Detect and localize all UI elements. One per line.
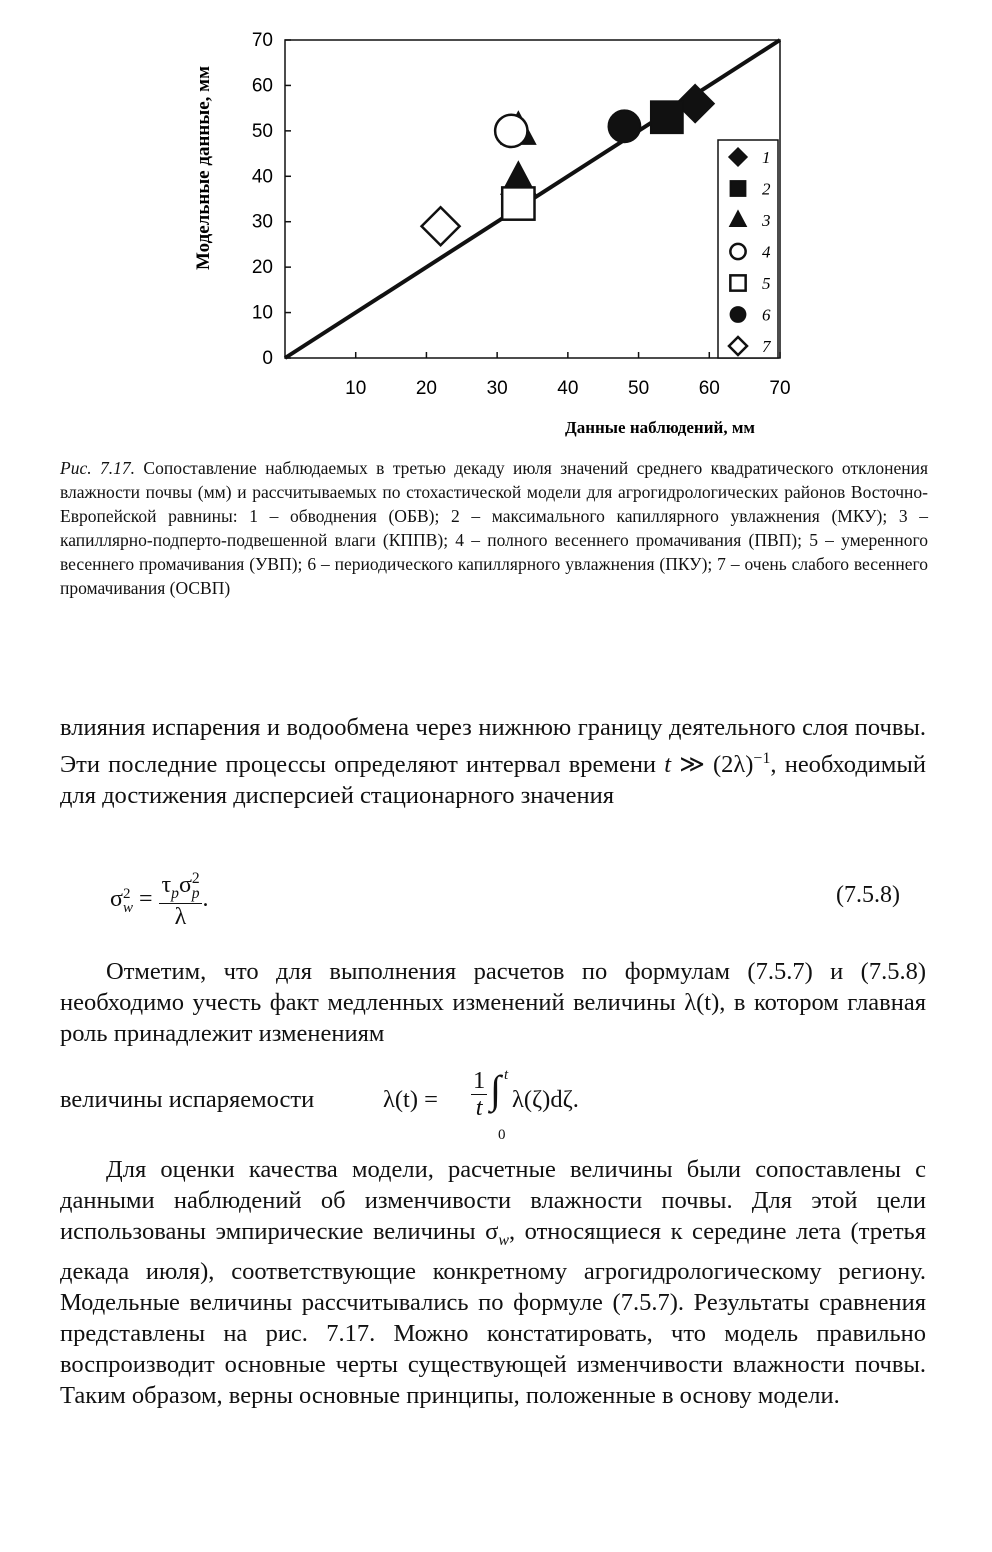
- y-tick-label: 70: [251, 30, 273, 51]
- scatter-chart: [0, 0, 992, 450]
- legend-label-3: 3: [762, 211, 771, 230]
- y-tick-label: 0: [262, 348, 273, 369]
- x-tick-label: 40: [557, 378, 579, 399]
- y-tick-label: 20: [251, 257, 273, 279]
- legend-marker-6: [730, 307, 745, 322]
- y-tick-label: 50: [251, 120, 273, 142]
- x-tick-label: 50: [628, 378, 650, 399]
- x-tick-label: 70: [769, 378, 791, 399]
- paragraph-1: влияния испарения и водообмена через нижнюю границу деятельного слоя почвы. Эти последние процессы определяют интервал времени t ≫ $(2\lambda)^{-1}$, необходимый для достижения дисперсией стационарного значения: [60, 714, 926, 810]
- y-tick-label: 40: [251, 166, 273, 188]
- x-axis-label: Данные наблюдений, мм: [565, 418, 755, 437]
- legend-label-6: 6: [762, 305, 771, 325]
- legend-marker-4: [730, 244, 745, 259]
- x-tick-label: 20: [415, 378, 437, 399]
- figure-label: Рис. 7.17.: [60, 458, 135, 478]
- legend-label-7: 7: [762, 337, 771, 356]
- data-point-series-5: [502, 187, 534, 219]
- legend-marker-5: [730, 275, 745, 290]
- data-point-series-7: [422, 207, 460, 245]
- legend-label-4: 4: [762, 242, 771, 262]
- y-axis-label: Модельные данные, мм: [193, 65, 214, 271]
- y-tick-label: 30: [251, 211, 273, 233]
- paragraph-3: Для оценки качества модели, расчетные величины были сопоставлены с данными наблюдений об изменчивости влажности почвы. Для этой цели использованы эмпирические величины $\sigma_w$, относящиеся к середине лета (третья декада июля), соответствующие конкретному агрогидрологическому региону. Модельные величины рассчитывались по формуле (7.5.7). Результаты сравнения представлены на рис. 7.17. Можно констатировать, что модель правильно воспроизводит основные черты существующей изменчивости влажности почвы. Таким образом, верны основные принципы, положенные в основу модели.: [60, 1156, 926, 1409]
- data-point-series-6: [608, 110, 640, 142]
- legend-marker-2: [730, 181, 745, 196]
- legend-label-2: 2: [762, 179, 771, 199]
- legend-label-5: 5: [762, 274, 771, 293]
- equation-number: (7.5.8): [836, 882, 900, 908]
- x-tick-label: 10: [345, 378, 367, 399]
- figure-caption: [60, 456, 928, 600]
- data-point-series-2: [651, 101, 683, 133]
- caption-text: Сопоставление наблюдаемых в третью декаду июля значений среднего квадратического отклонения влажности почвы (мм) и рассчитываемых по стохастической модели для агрогидрологических районов Восточно-Европейской равнины: 1 – обводнения (ОБВ); 2 – максимального капиллярного увлажнения (МКУ); 3 – капиллярно-подперто-подвешенной влаги (КППВ); 4 – полного весеннего промачивания (ПВП); 5 – умеренного весеннего промачивания (УВП); 6 – периодического капиллярного увлажнения (ПКУ); 7 – очень слабого весеннего промачивания (ОСВП): [60, 458, 928, 598]
- y-tick-label: 10: [251, 302, 273, 324]
- x-tick-label: 60: [698, 378, 720, 399]
- legend-label-1: 1: [762, 148, 771, 167]
- paragraph-2-end: величины испаряемости λ(t) = 1 t ∫ t 0 λ(ζ)dζ.: [60, 1067, 579, 1143]
- data-point-series-4: [495, 115, 527, 147]
- x-tick-label: 30: [486, 378, 508, 399]
- paragraph-2: Отметим, что для выполнения расчетов по формулам (7.5.7) и (7.5.8) необходимо учесть факт медленных изменений величины λ(t), в котором главная роль принадлежит изменениям: [60, 958, 926, 1047]
- y-tick-label: 60: [251, 75, 273, 97]
- equation-7-5-8: σ 2 w = $\tau_p\sigma^2_p$ λ .: [110, 870, 209, 930]
